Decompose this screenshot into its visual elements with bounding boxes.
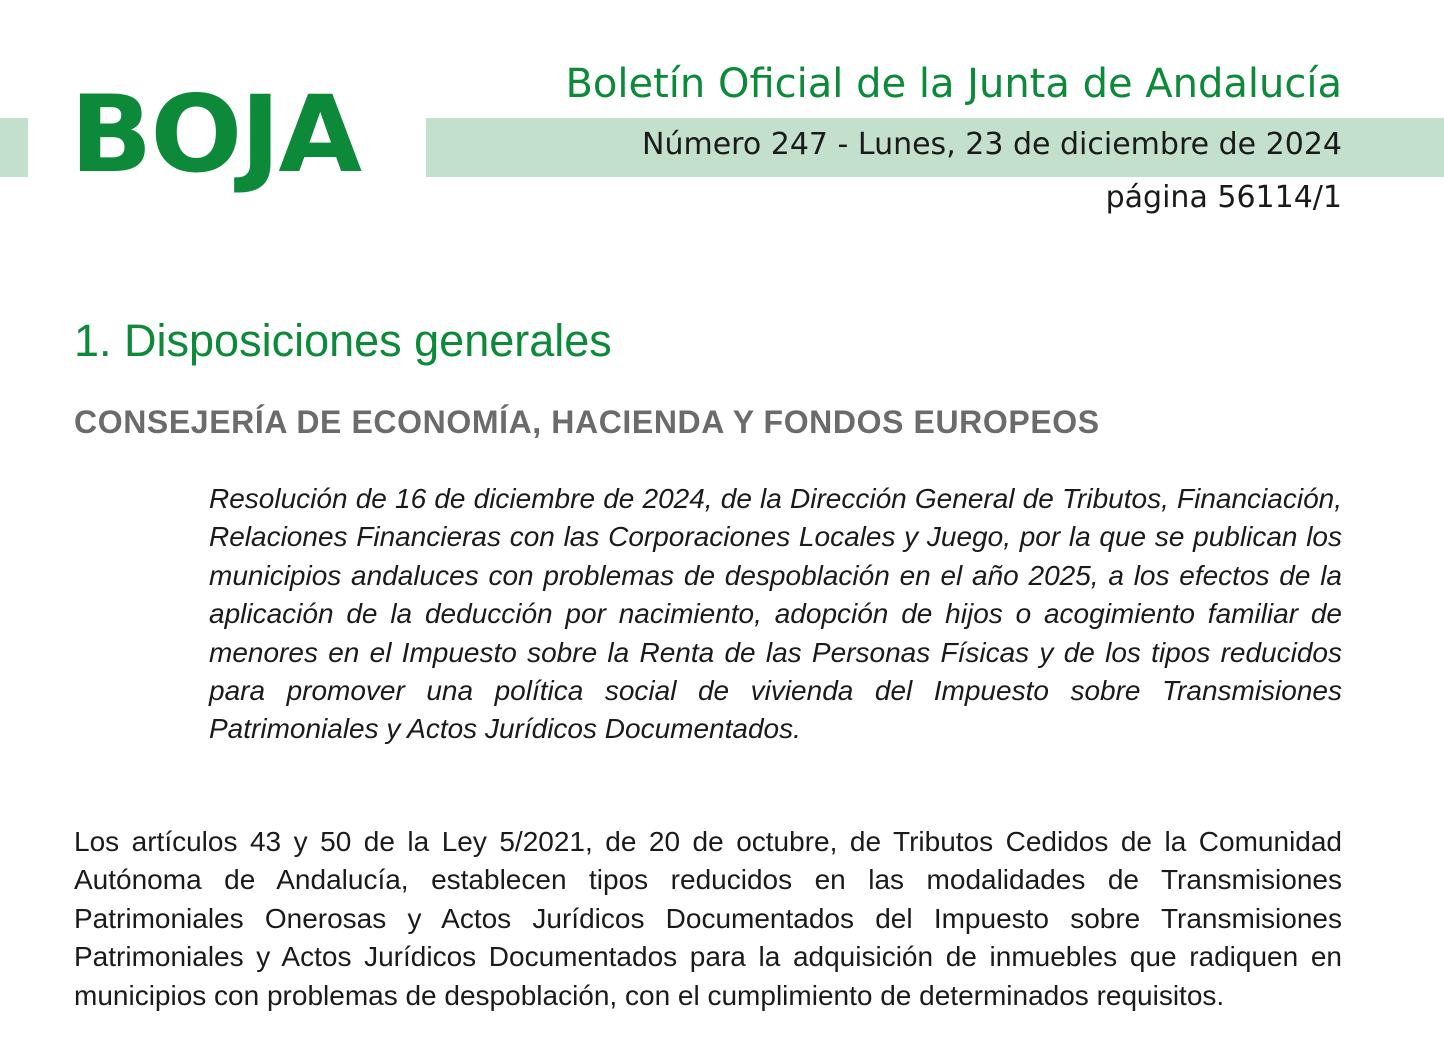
section-title: 1. Disposiciones generales bbox=[74, 315, 612, 366]
ministry-heading: CONSEJERÍA DE ECONOMÍA, HACIENDA Y FONDOS EUROPEOS bbox=[74, 404, 1100, 440]
issue-line: Número 247 - Lunes, 23 de diciembre de 2024 bbox=[642, 127, 1342, 162]
boja-logo: BOJA bbox=[70, 73, 361, 196]
header-band-left bbox=[0, 118, 28, 177]
bulletin-title: Boletín Oficial de la Junta de Andalucía bbox=[565, 61, 1342, 107]
body-paragraph: Los artículos 43 y 50 de la Ley 5/2021, de 20 de octubre, de Tributos Cedidos de la Comunidad Autónoma de Andalucía, establecen tipos reducidos en las modalidades de Transmisiones Patrimoniales Onerosas y Actos Jurídicos Documentados del Impuesto sobre Transmisiones Patrimoniales y Actos Jurídicos Documentados para la adquisición de inmuebles que radiquen en municipios con problemas de despoblación, con el cumplimiento de determinados requisitos. bbox=[74, 826, 1342, 1011]
page-number: página 56114/1 bbox=[1105, 180, 1342, 215]
resolution-summary: Resolución de 16 de diciembre de 2024, de la Dirección General de Tributos, Financiación, Relaciones Financieras con las Corporaciones Locales y Juego, por la que se publican los municipios andaluces con problemas de despoblación en el año 2025, a los efectos de la aplicación de la deducción por nacimiento, adopción de hijos o acogimiento familiar de menores en el Impuesto sobre la Renta de las Personas Físicas y de los tipos reducidos para promover una política social de vivienda del Impuesto sobre Transmisiones Patrimoniales y Actos Jurídicos Documentados. bbox=[209, 483, 1342, 745]
